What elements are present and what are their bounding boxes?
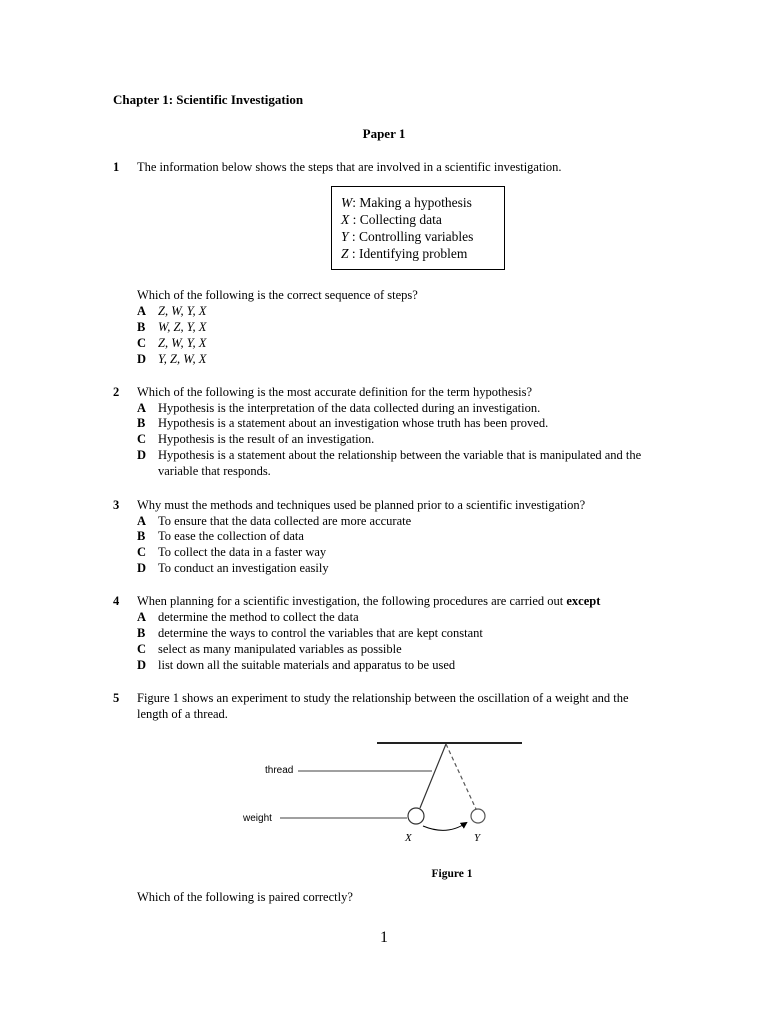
weight-x [408,808,424,824]
swing-arrow [423,823,466,830]
page-number: 1 [380,929,388,946]
q4-option-b[interactable]: B determine the ways to control the variables that are kept constant [137,626,483,640]
steps-box [331,186,505,270]
question-2-number: 2 [113,385,120,399]
q2-option-d[interactable]: D Hypothesis is a statement about the relationship between the variable that is manipulated and the variable that responds. [137,448,642,478]
question-4-number: 4 [113,594,120,608]
q2-option-b[interactable]: B Hypothesis is a statement about an investigation whose truth has been proved. [137,416,549,430]
question-1-number: 1 [113,160,120,174]
paper-title: Paper 1 [362,126,406,141]
thread-line [420,744,446,808]
thread-dashed-line [446,744,476,809]
question-1-text: The information below shows the steps that are involved in a scientific investigation. [137,160,562,174]
q4-option-d[interactable]: D list down all the suitable materials and apparatus to be used [137,658,456,672]
q2-option-c[interactable]: C Hypothesis is the result of an investigation. [137,432,375,446]
figure-caption: Figure 1 [431,868,473,880]
step-z: Z : Identifying problem [341,246,468,261]
step-y: Y : Controlling variables [341,229,474,244]
question-2-text: Which of the following is the most accurate definition for the term hypothesis? [137,385,533,399]
q4-option-c[interactable]: C select as many manipulated variables as possible [137,642,402,656]
weight-label: weight [243,813,272,824]
q3-option-b[interactable]: B To ease the collection of data [137,529,304,543]
chapter-title: Chapter 1: Scientific Investigation [113,92,304,107]
q1-option-d[interactable]: D Y, Z, W, X [137,352,207,366]
position-y-label: Y [474,832,481,844]
question-3-number: 3 [113,498,120,512]
q3-option-c[interactable]: C To collect the data in a faster way [137,545,327,559]
thread-label: thread [265,765,294,776]
step-w: W: Making a hypothesis [341,195,472,210]
question-4-text: When planning for a scientific investigation, the following procedures are carried out except [137,594,601,608]
weight-y [471,809,485,823]
except-emphasis: except [566,594,601,608]
question-5-text: Figure 1 shows an experiment to study the relationship between the oscillation of a weight and the length of a thread. [137,691,629,721]
step-x: X : Collecting data [341,212,442,227]
question-3-text: Why must the methods and techniques used be planned prior to a scientific investigation? [137,498,586,512]
q4-option-a[interactable]: A determine the method to collect the data [137,610,359,624]
q1-option-c[interactable]: C Z, W, Y, X [137,336,207,350]
q1-option-a[interactable]: A Z, W, Y, X [137,304,207,318]
question-5-prompt: Which of the following is paired correctly? [137,890,353,904]
question-1-prompt: Which of the following is the correct sequence of steps? [137,288,418,302]
question-5-number: 5 [113,691,120,705]
q1-option-b[interactable]: B W, Z, Y, X [137,320,207,334]
position-x-label: X [405,832,412,844]
q3-option-a[interactable]: A To ensure that the data collected are more accurate [137,514,412,528]
q2-option-a[interactable]: A Hypothesis is the interpretation of the data collected during an investigation. [137,401,541,415]
q3-option-d[interactable]: D To conduct an investigation easily [137,561,329,575]
